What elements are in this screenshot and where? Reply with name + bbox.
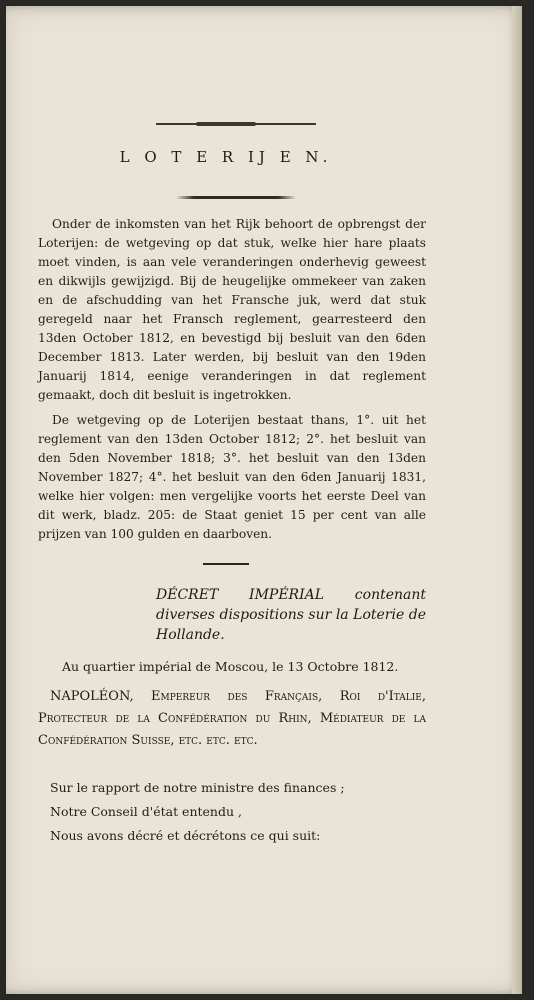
- preamble-line-3: Nous avons décré et décrétons ce qui suit:: [50, 828, 321, 843]
- section-rule: [203, 563, 249, 565]
- page-title: L O T E R IJ E N.: [119, 148, 333, 166]
- title-ornament: [176, 196, 296, 199]
- napoleon-intro: NAPOLÉON, Empereur des Français, Roi d'Italie, Protecteur de la Confédération du Rhin, Médiateur de la Confédération Suisse, etc. etc. etc.: [38, 689, 426, 748]
- paragraph-2: De wetgeving op de Loterijen bestaat thans, 1°. uit het reglement van den 13den October 1812; 2°. het besluit van den 5den November 1818; 3°. het besluit van den 13den November 1827; 4°. het besluit van den 6den Januarij 1831, welke hier volgen: men vergelijke voorts het eerste Deel van dit werk, bladz. 205: de Staat geniet 15 per cent van alle prijzen van 100 gulden en daarboven.: [38, 413, 426, 541]
- paragraph-1: Onder de inkomsten van het Rijk behoort de opbrengst der Loterijen: de wetgeving op dat stuk, welke hier hare plaats moet vinden, is aan vele veranderingen onderhevig geweest en dikwijls gewijzigd. Bij de heugelijke ommekeer van zaken en de afschudding van het Fransche juk, werd dat stuk geregeld naar het Fransch reglement, gearresteerd den 13den October 1812, en bevestigd bij besluit van den 6den December 1813. Later werden, bij besluit van den 19den Januarij 1814, eenige veranderingen in dat reglement gemaakt, doch dit besluit is ingetrokken.: [38, 217, 426, 402]
- header-rule: [156, 123, 316, 125]
- preamble-line-1: Sur le rapport de notre ministre des finances ;: [50, 780, 345, 795]
- page-edge: [512, 6, 522, 994]
- preamble-line-2: Notre Conseil d'état entendu ,: [50, 804, 242, 819]
- book-page: [6, 6, 522, 994]
- decret-heading: DÉCRET IMPÉRIAL contenant diverses dispositions sur la Loterie de Hollande.: [156, 587, 426, 643]
- body-text: [38, 215, 426, 550]
- place-date: Au quartier impérial de Moscou, le 13 Octobre 1812.: [62, 659, 399, 674]
- decree-preamble: [50, 776, 420, 848]
